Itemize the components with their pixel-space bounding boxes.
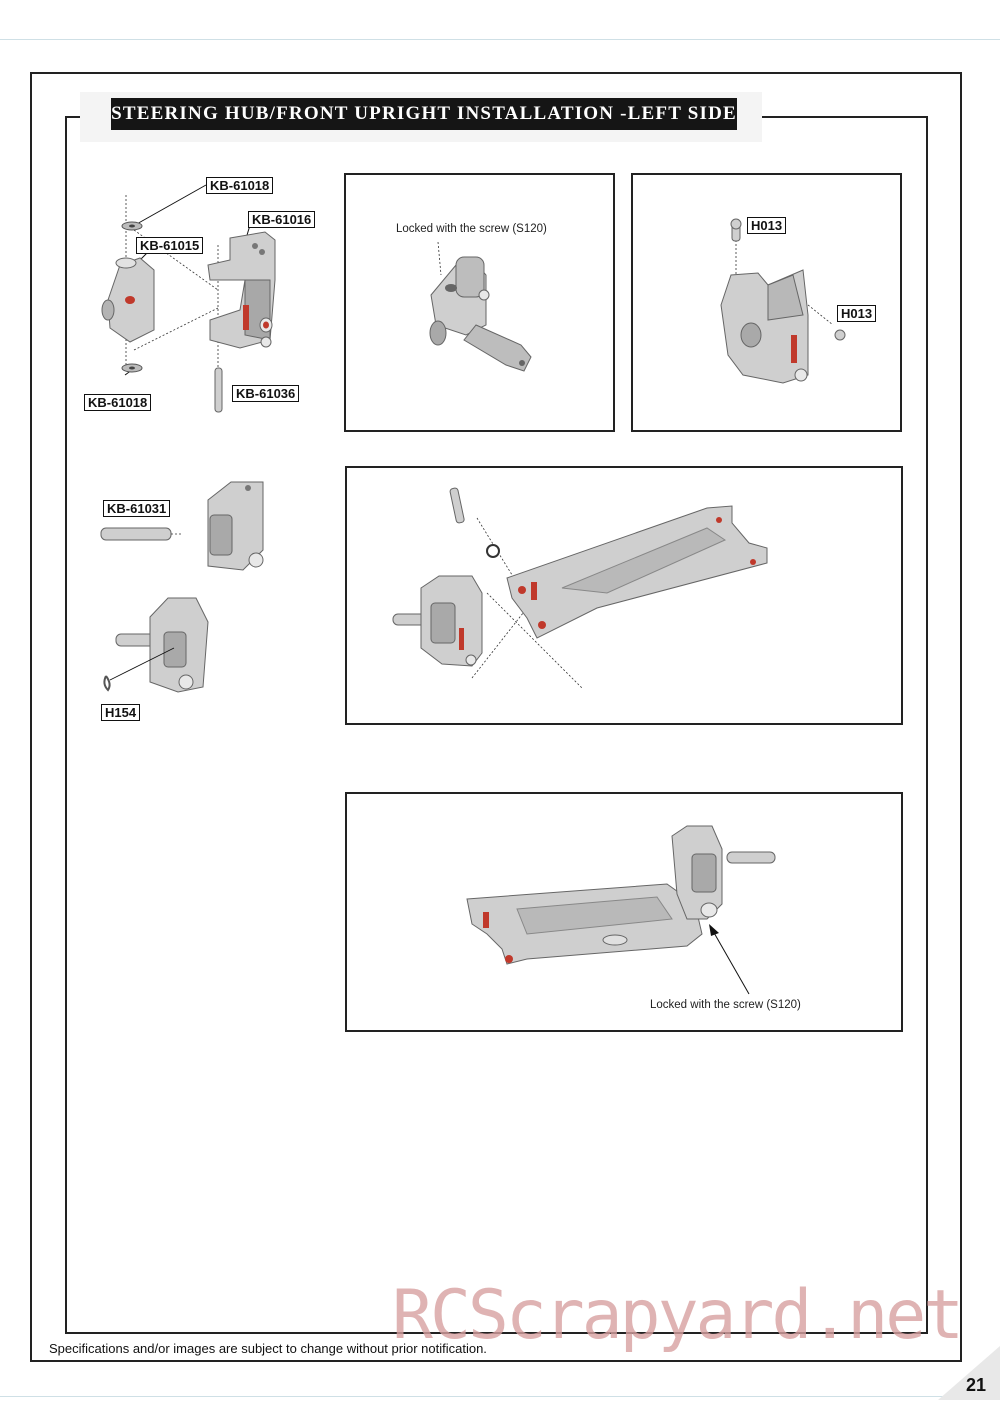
part-label-kb61018-bottom: KB-61018 <box>84 394 151 411</box>
page-number: 21 <box>966 1375 987 1395</box>
step5-panel <box>345 466 903 725</box>
step1-exploded-hub <box>80 170 330 420</box>
clip-illustration <box>98 592 228 722</box>
step4-clip-assembly <box>98 592 228 722</box>
step2-panel <box>344 173 615 432</box>
step2-illustration <box>346 175 617 434</box>
bottom-rule <box>0 1396 1000 1397</box>
part-label-h154: H154 <box>101 704 140 721</box>
step6-panel <box>345 792 903 1032</box>
part-label-h013-side: H013 <box>837 305 876 322</box>
watermark: RCScrapyard.net <box>392 1276 962 1355</box>
step6-caption: Locked with the screw (S120) <box>650 999 801 1011</box>
part-label-kb61018-top: KB-61018 <box>206 177 273 194</box>
part-label-h013-top: H013 <box>747 217 786 234</box>
top-rule <box>0 39 1000 40</box>
page-title: STEERING HUB/FRONT UPRIGHT INSTALLATION -LEFT SIDE <box>111 98 737 130</box>
part-label-kb61016: KB-61016 <box>248 211 315 228</box>
step5-illustration <box>347 468 905 727</box>
step2-caption: Locked with the screw (S120) <box>396 223 547 235</box>
exploded-hub-illustration <box>80 170 330 420</box>
axle-illustration <box>98 470 278 590</box>
step4-axle-assembly <box>98 470 278 590</box>
part-label-kb61015: KB-61015 <box>136 237 203 254</box>
step3-panel <box>631 173 902 432</box>
step6-illustration <box>347 794 905 1034</box>
part-label-kb61036: KB-61036 <box>232 385 299 402</box>
part-label-kb61031: KB-61031 <box>103 500 170 517</box>
footnote: Specifications and/or images are subject to change without prior notification. <box>49 1341 487 1356</box>
